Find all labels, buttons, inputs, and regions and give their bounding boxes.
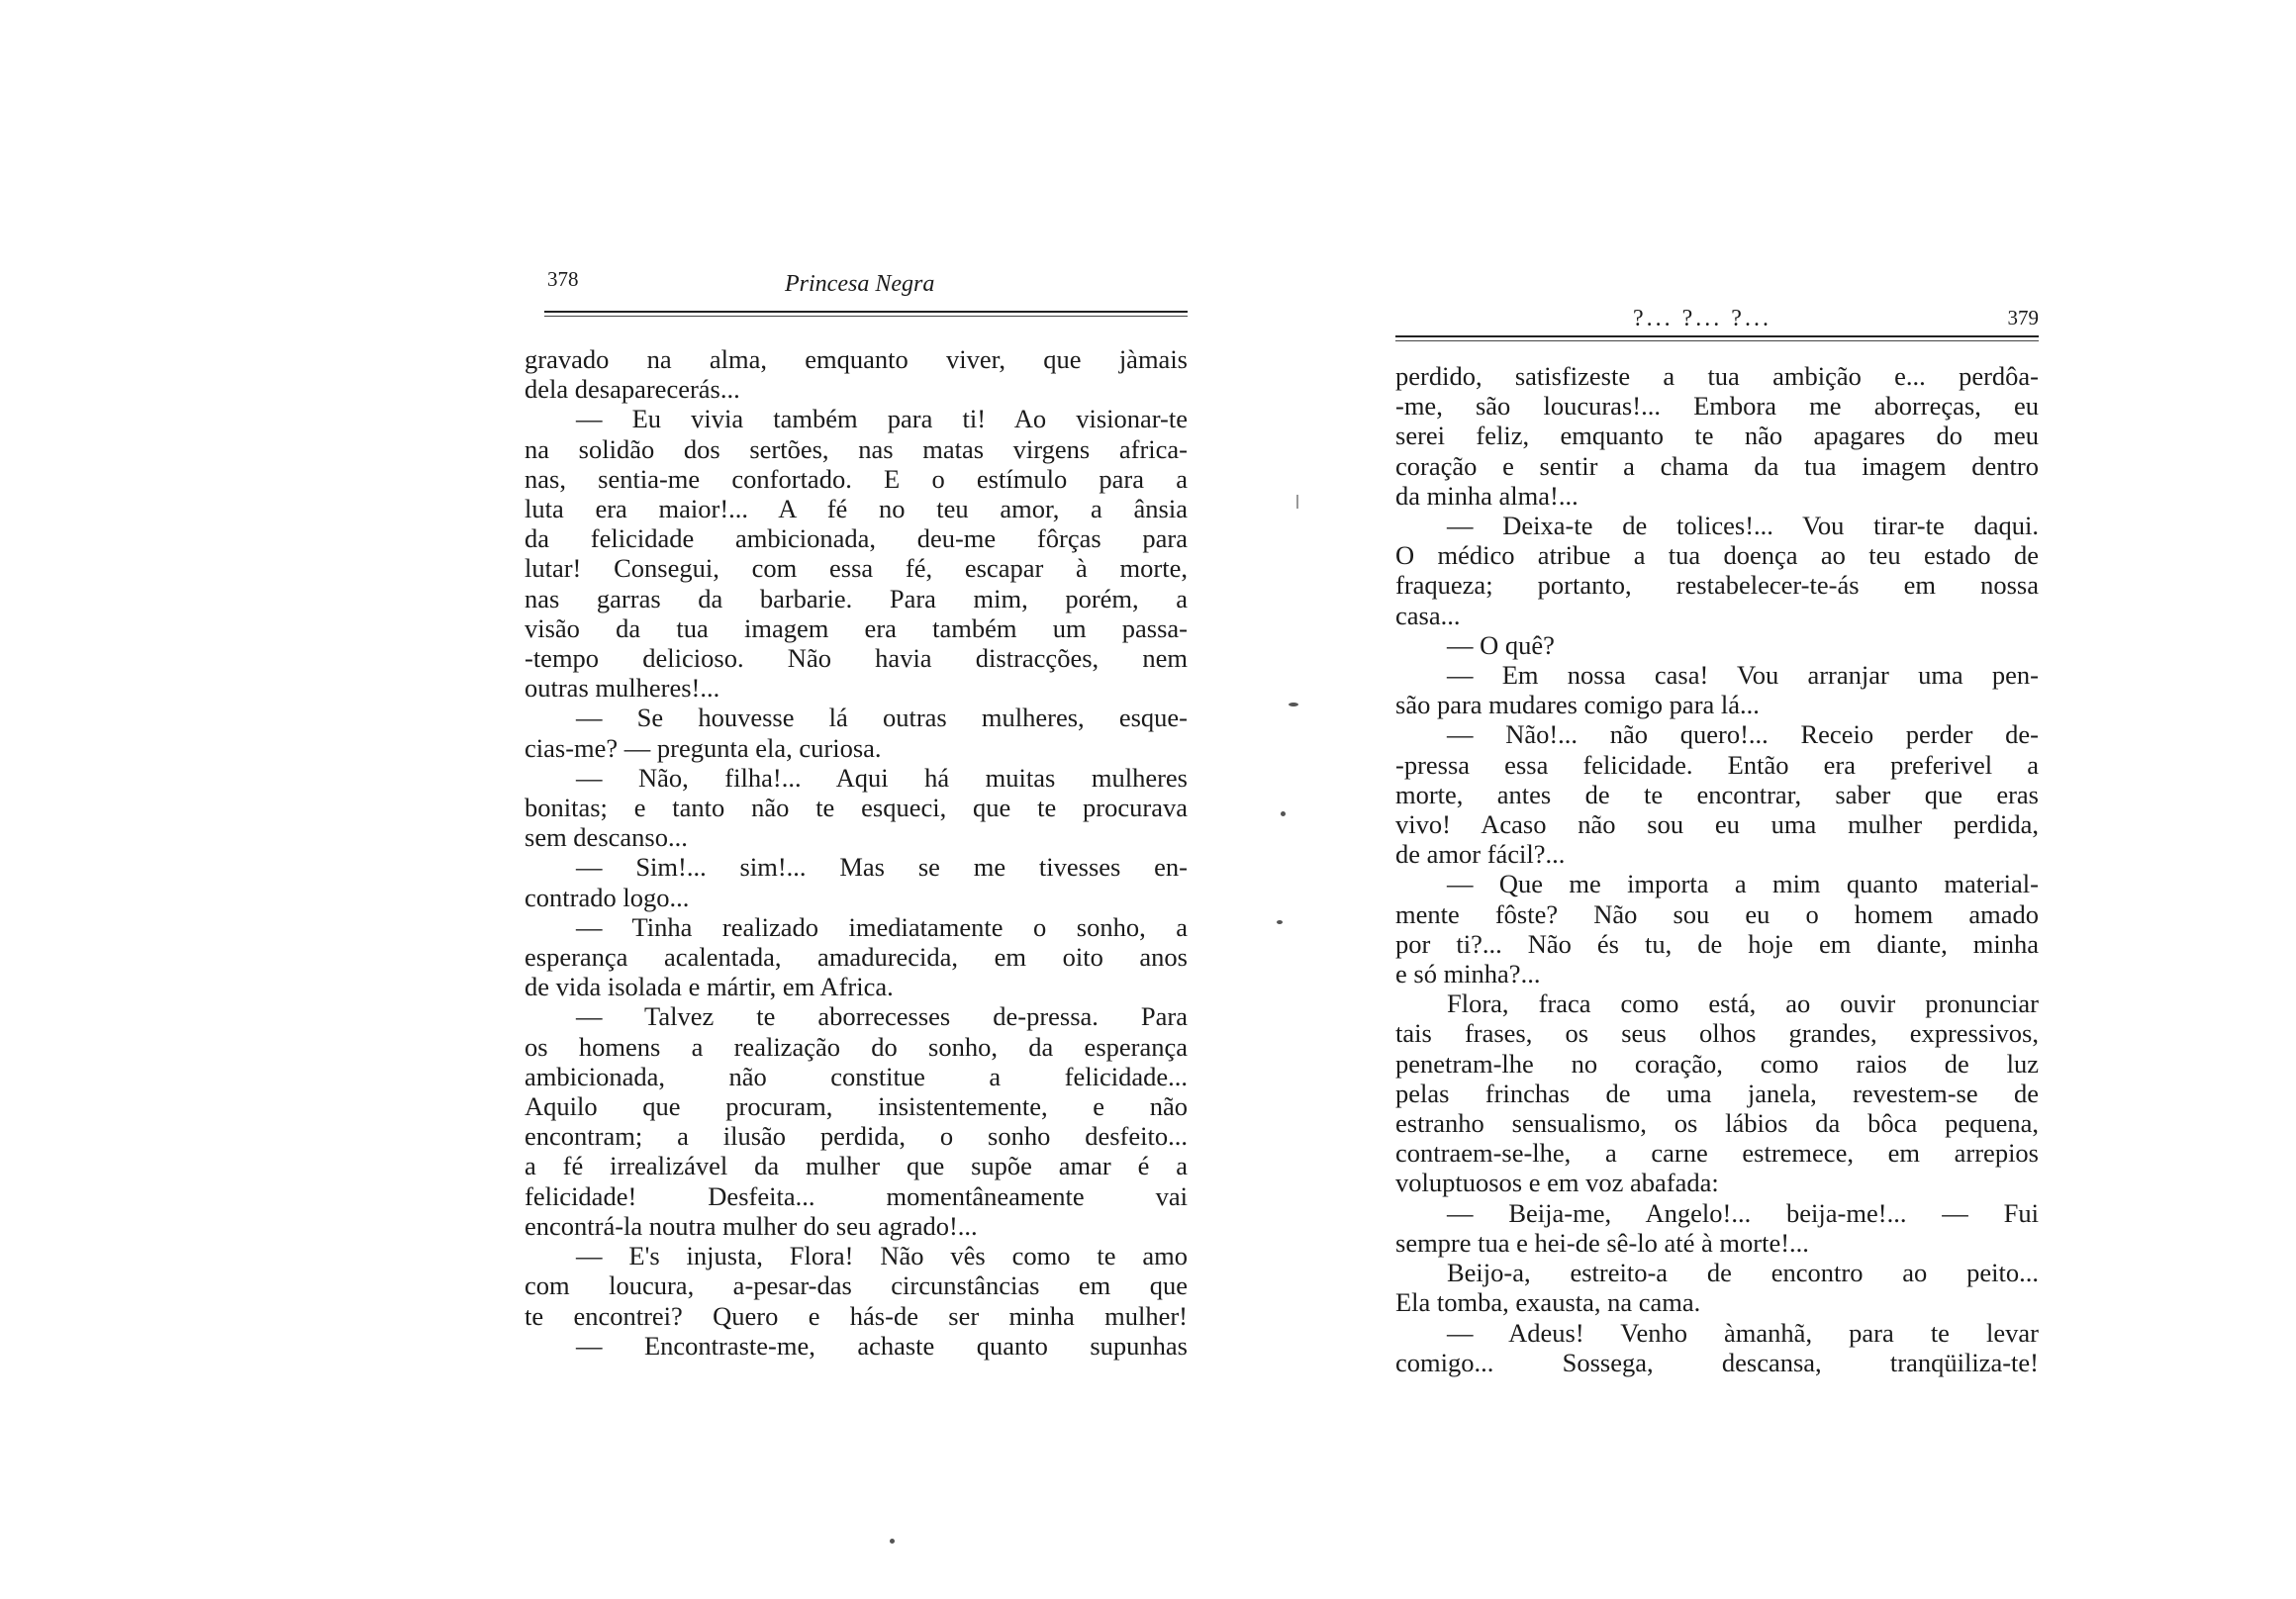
- text-line: ambicionada, não constitue a felicidade...: [525, 1061, 1188, 1091]
- text-line: O médico atribue a tua doença ao teu estado de: [1395, 540, 2039, 571]
- text-line: luta era maior!... A fé no teu amor, a ânsia: [525, 494, 1188, 524]
- text-line: os homens a realização do sonho, da esperança: [525, 1031, 1188, 1062]
- text-line: encontrá-la noutra mulher do seu agrado!...: [525, 1210, 978, 1241]
- text-line: te encontrei? Quero e hás-de ser minha mulher!: [525, 1300, 1188, 1331]
- page-body: [1395, 361, 2039, 1377]
- text-line: de vida isolada e mártir, em Africa.: [525, 972, 894, 1002]
- text-line: a fé irrealizável da mulher que supõe amar é a: [525, 1151, 1188, 1181]
- text-line: sempre tua e hei-de sê-lo até à morte!...: [1395, 1227, 1809, 1258]
- text-line: — Deixa-te de tolices!... Vou tirar-te daqui.: [1447, 511, 2039, 541]
- page-header: [525, 267, 1188, 311]
- text-line: comigo... Sossega, descansa, tranqüiliza-te!: [1395, 1347, 2039, 1377]
- text-line: — O quê?: [1447, 629, 1555, 660]
- text-line: gravado na alma, emquanto viver, que jàmais: [525, 344, 1188, 374]
- text-line: contraem-se-lhe, a carne estremece, em arrepios: [1395, 1138, 2039, 1169]
- text-line: — Se houvesse lá outras mulheres, esque-: [576, 703, 1188, 733]
- text-line: coração e sentir a chama da tua imagem dentro: [1395, 450, 2039, 481]
- text-line: perdido, satisfizeste a tua ambição e... perdôa-: [1395, 361, 2039, 391]
- text-line: Flora, fraca como está, ao ouvir pronunciar: [1447, 988, 2039, 1019]
- scan-speck: [890, 1539, 895, 1544]
- scan-speck: [1289, 703, 1298, 706]
- text-line: voluptuosos e em voz abafada:: [1395, 1168, 1719, 1198]
- text-line: — Que me importa a mim quanto material-: [1447, 869, 2039, 899]
- text-line: na solidão dos sertões, nas matas virgens africa-: [525, 433, 1188, 464]
- text-line: visão da tua imagem era também um passa-: [525, 612, 1188, 643]
- text-line: — Não!... não quero!... Receio perder de-: [1447, 719, 2039, 750]
- text-line: vivo! Acaso não sou eu uma mulher perdida,: [1395, 809, 2039, 840]
- scan-speck: [1296, 495, 1298, 509]
- text-line: outras mulheres!...: [525, 673, 720, 704]
- header-rule: [1395, 335, 2039, 341]
- text-line: -tempo delicioso. Não havia distracções, nem: [525, 643, 1188, 674]
- text-line: por ti?... Não és tu, de hoje em diante, minha: [1395, 928, 2039, 959]
- text-line: — Talvez te aborrecesses de-pressa. Para: [576, 1001, 1188, 1032]
- text-line: nas, sentia-me confortado. E o estímulo para a: [525, 463, 1188, 494]
- text-line: e só minha?...: [1395, 959, 1541, 989]
- text-line: pelas frinchas de uma janela, revestem-se de: [1395, 1078, 2039, 1108]
- text-line: são para mudares comigo para lá...: [1395, 690, 1760, 720]
- text-line: felicidade! Desfeita... momentâneamente vai: [525, 1180, 1188, 1211]
- text-line: bonitas; e tanto não te esqueci, que te procurava: [525, 793, 1188, 823]
- text-line: cias-me? — pregunta ela, curiosa.: [525, 732, 882, 763]
- text-line: — Em nossa casa! Vou arranjar uma pen-: [1447, 660, 2039, 691]
- text-line: casa...: [1395, 600, 1461, 630]
- text-line: de amor fácil?...: [1395, 839, 1566, 870]
- text-line: — E's injusta, Flora! Não vês como te amo: [576, 1241, 1188, 1271]
- text-line: serei feliz, emquanto te não apagares do meu: [1395, 421, 2039, 451]
- text-line: esperança acalentada, amadurecida, em oito anos: [525, 942, 1188, 973]
- page-number: 378: [547, 267, 579, 291]
- page-body: [525, 344, 1188, 1361]
- text-line: Ela tomba, exausta, na cama.: [1395, 1287, 1701, 1318]
- text-line: Beijo-a, estreito-a de encontro ao peito...: [1447, 1258, 2039, 1288]
- text-line: penetram-lhe no coração, como raios de luz: [1395, 1048, 2039, 1079]
- left-page: [525, 267, 1188, 1361]
- text-line: mente fôste? Não sou eu o homem amado: [1395, 898, 2039, 929]
- text-line: contrado logo...: [525, 882, 690, 912]
- header-rule: [544, 311, 1188, 317]
- text-line: — Eu vivia também para ti! Ao visionar-te: [576, 404, 1188, 434]
- text-line: estranho sensualismo, os lábios da bôca pequena,: [1395, 1108, 2039, 1139]
- text-line: -pressa essa felicidade. Então era preferivel a: [1395, 749, 2039, 780]
- text-line: sem descanso...: [525, 822, 688, 853]
- text-line: tais frases, os seus olhos grandes, expressivos,: [1395, 1018, 2039, 1049]
- text-line: fraqueza; portanto, restabelecer-te-ás em nossa: [1395, 570, 2039, 601]
- text-line: — Tinha realizado imediatamente o sonho, a: [576, 911, 1188, 942]
- text-line: encontram; a ilusão perdida, o sonho desfeito...: [525, 1121, 1188, 1152]
- text-line: da felicidade ambicionada, deu-me fôrças para: [525, 523, 1188, 554]
- right-page: [1395, 292, 2039, 1377]
- text-line: — Não, filha!... Aqui há muitas mulheres: [576, 762, 1188, 793]
- scan-speck: [1277, 920, 1283, 924]
- text-line: — Sim!... sim!... Mas se me tivesses en-: [576, 852, 1188, 883]
- text-line: — Beija-me, Angelo!... beija-me!... — Fui: [1447, 1197, 2039, 1228]
- text-line: com loucura, a-pesar-das circunstâncias em que: [525, 1270, 1188, 1301]
- text-line: lutar! Consegui, com essa fé, escapar à morte,: [525, 553, 1188, 584]
- scan-speck: [1281, 811, 1286, 816]
- page-header: [1395, 292, 2039, 335]
- text-line: morte, antes de te encontrar, saber que eras: [1395, 779, 2039, 809]
- text-line: -me, são loucuras!... Embora me aborreças, eu: [1395, 391, 2039, 422]
- text-line: Aquilo que procuram, insistentemente, e não: [525, 1091, 1188, 1122]
- text-line: — Adeus! Venho àmanhã, para te levar: [1447, 1317, 2039, 1348]
- text-line: nas garras da barbarie. Para mim, porém, a: [525, 583, 1188, 613]
- text-line: dela desaparecerás...: [525, 374, 740, 405]
- page-number: 379: [2007, 306, 2039, 329]
- text-line: — Encontraste-me, achaste quanto supunhas: [576, 1330, 1188, 1361]
- running-title: ?... ?... ?...: [1633, 306, 1771, 331]
- text-line: da minha alma!...: [1395, 480, 1578, 511]
- running-title: Princesa Negra: [785, 271, 935, 297]
